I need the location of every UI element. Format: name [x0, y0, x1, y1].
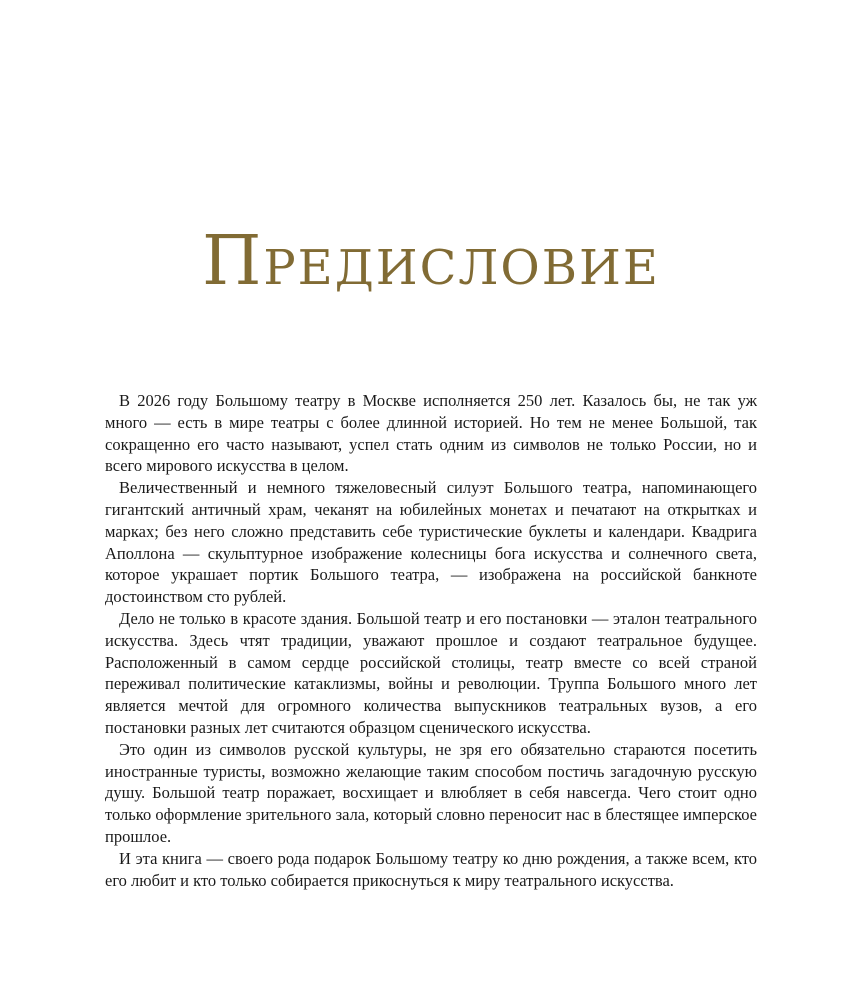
paragraph-4: Это один из символов русской культуры, не зря его обязательно стараются посетить иностранные туристы, возможно желающие таким способом постичь загадочную русскую душу. Большой театр поражает, восхищает и влюбляет в себя навсегда. Чего стоит одно только оформление зрительного зала, который словно переносит нас в блестящее имперское прошлое.	[105, 739, 757, 846]
paragraph-5: И эта книга — своего рода подарок Большому театру ко дню рождения, а также всем, кто его любит и кто только собирается прикоснуться к миру театрального искусства.	[105, 848, 757, 890]
paragraph-1: В 2026 году Большому театру в Москве исполняется 250 лет. Казалось бы, не так уж много — есть в мире театры с более длинной историей. Но тем не менее Большой, так сокращенно его часто называют, успел стать одним из символов не только России, но и всего мирового искусства в целом.	[105, 391, 757, 476]
preface-body	[105, 390, 757, 891]
paragraph-2: Величественный и немного тяжеловесный силуэт Большого театра, напоминающего гигантский античный храм, чеканят на юбилейных монетах и печатают на открытках и марках; без него сложно представить себе туристические буклеты и календари. Квадрига Аполлона — скульптурное изображение колесницы бога искусства и солнечного света, которое украшает портик Большого театра, — изображена на российской банкноте достоинством сто рублей.	[105, 478, 757, 607]
chapter-title: Предисловие	[202, 222, 660, 301]
paragraph-3: Дело не только в красоте здания. Большой театр и его постановки — эталон театрального искусства. Здесь чтят традиции, уважают прошлое и создают театральное будущее. Расположенный в самом сердце российской столицы, театр вместе со всей страной переживал политические катаклизмы, войны и революции. Труппа Большого много лет является мечтой для огромного количества выпускников театральных вузов, а его постановки разных лет считаются образцом сценического искусства.	[105, 608, 757, 737]
